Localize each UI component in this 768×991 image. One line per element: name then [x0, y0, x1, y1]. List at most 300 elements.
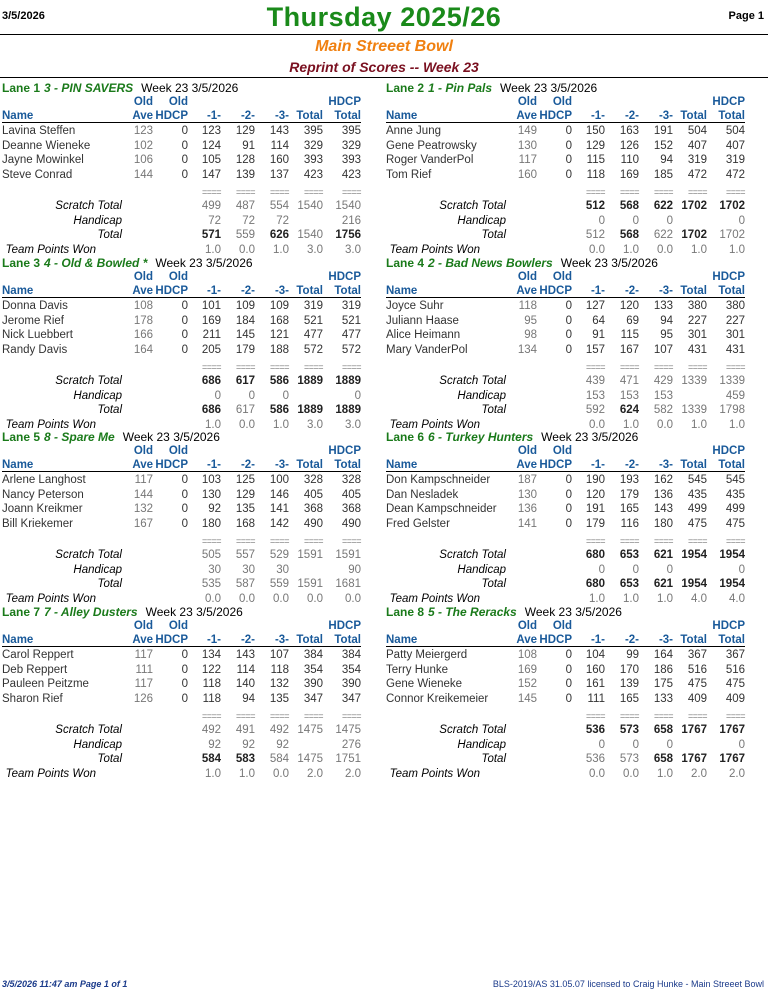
- summary-label: Team Points Won: [5, 767, 96, 780]
- bowler-name: Bill Kriekemer: [2, 517, 73, 530]
- bowler-name: Fred Gelster: [386, 517, 450, 530]
- summary-value: 1702: [719, 229, 745, 241]
- header-underline: [386, 122, 745, 123]
- summary-label: Total: [97, 753, 122, 765]
- handicap-series-total: 504: [725, 125, 745, 137]
- summary-value: 1702: [719, 200, 745, 212]
- team-name: 5 - The Reracks: [428, 605, 517, 619]
- game-3-score: 114: [270, 139, 289, 152]
- summary-value: 4.0: [729, 592, 745, 605]
- bowler-average: 178: [133, 314, 153, 327]
- handicap-series-total: 319: [341, 300, 361, 312]
- summary-value: 0.0: [273, 767, 289, 780]
- header-rule-2: [0, 77, 768, 78]
- ave-header: Ave: [516, 634, 537, 646]
- bowler-average: 102: [133, 139, 153, 152]
- game-2-score: 140: [235, 678, 255, 690]
- game-1-score: 101: [201, 300, 221, 312]
- summary-value: 1889: [297, 375, 323, 387]
- lane-block: [0, 254, 383, 431]
- series-total: 504: [687, 125, 707, 137]
- game-2-score: 179: [619, 488, 639, 501]
- game-2-score: 94: [242, 692, 255, 705]
- game1-header: -1-: [590, 634, 605, 646]
- game3-header: -3-: [658, 285, 673, 297]
- summary-value: 559: [235, 229, 255, 241]
- ave-header: Ave: [516, 110, 537, 122]
- game-2-score: 145: [235, 329, 255, 341]
- game-2-score: 129: [235, 488, 255, 501]
- handicap-series-total: 472: [725, 168, 745, 181]
- summary-value: 153: [585, 389, 605, 402]
- summary-value: 622: [653, 229, 673, 241]
- summary-value: 512: [585, 229, 605, 241]
- lane-title: [386, 81, 597, 95]
- column-header-top: [384, 444, 767, 458]
- game-2-score: 168: [235, 517, 255, 530]
- series-total: 395: [303, 125, 323, 137]
- old-hdcp-label: Old: [552, 96, 572, 108]
- game-2-score: 179: [235, 343, 255, 356]
- summary-value: 0.0: [273, 592, 289, 605]
- summary-value: 0.0: [239, 592, 255, 605]
- summary-label: Scratch Total: [439, 200, 506, 212]
- handicap-series-total: 435: [725, 488, 745, 501]
- lane-number: Lane 7: [2, 605, 41, 619]
- game-1-score: 123: [201, 125, 221, 137]
- bowler-handicap: 0: [565, 663, 572, 676]
- old-ave-label: Old: [517, 620, 537, 632]
- series-total: 572: [303, 343, 323, 356]
- summary-value: 1.0: [623, 243, 639, 256]
- summary-value: 0.0: [589, 767, 605, 780]
- game-1-score: 105: [201, 154, 221, 166]
- summary-value: 0.0: [657, 418, 673, 431]
- summary-value: 0: [666, 563, 673, 576]
- bowler-row: [384, 124, 767, 138]
- bowler-name: Mary VanderPol: [386, 343, 468, 356]
- bowler-average: 117: [134, 678, 153, 690]
- lane-block: [0, 603, 383, 780]
- separator-mark: ====: [619, 362, 639, 372]
- bowler-row: [384, 139, 767, 153]
- old-hdcp-label: Old: [168, 271, 188, 283]
- bowler-name: Steve Conrad: [2, 168, 73, 181]
- game2-header: -2-: [240, 459, 255, 471]
- game2-header: -2-: [240, 285, 255, 297]
- bowler-average: 136: [517, 503, 537, 515]
- column-header: [0, 633, 383, 647]
- summary-value: 0: [632, 738, 639, 751]
- game-3-score: 162: [653, 474, 673, 486]
- bowler-row: [0, 648, 383, 662]
- handicap-series-total: 328: [341, 474, 361, 486]
- series-total: 499: [687, 503, 707, 515]
- bowler-name: Alice Heimann: [386, 329, 461, 341]
- summary-value: 1339: [681, 375, 707, 387]
- summary-label: Total: [481, 404, 506, 416]
- lane-title: [386, 430, 638, 444]
- separator-mark: ====: [303, 362, 323, 372]
- game-3-score: 136: [653, 488, 673, 501]
- summary-value: 1475: [297, 724, 323, 736]
- summary-value: 30: [242, 563, 255, 576]
- name-header: Name: [2, 285, 34, 297]
- separator-mark: ====: [725, 187, 745, 197]
- handicap-series-total: 499: [725, 503, 745, 515]
- separator-mark: ====: [653, 536, 673, 546]
- old-hdcp-label: Old: [168, 620, 188, 632]
- game-1-score: 124: [201, 139, 221, 152]
- summary-value: 492: [201, 724, 221, 736]
- game-3-score: 186: [653, 663, 673, 676]
- handicap-row: [384, 738, 767, 752]
- hdcp-header: HDCP: [155, 459, 188, 471]
- lane-number: Lane 4: [386, 256, 425, 270]
- summary-value: 499: [201, 200, 221, 212]
- hdcp-header: HDCP: [155, 285, 188, 297]
- total-separator: [0, 534, 383, 548]
- old-ave-label: Old: [517, 271, 537, 283]
- summary-value: 587: [235, 578, 255, 590]
- hdcp-total-label: HDCP: [712, 445, 745, 457]
- separator-mark: ====: [235, 711, 255, 721]
- separator-mark: ====: [619, 536, 639, 546]
- scratch-total-row: [0, 723, 383, 737]
- bowler-row: [0, 139, 383, 153]
- summary-value: 0.0: [345, 592, 361, 605]
- handicap-series-total: 380: [725, 300, 745, 312]
- game2-header: -2-: [240, 110, 255, 122]
- series-total: 490: [303, 517, 323, 530]
- summary-label: Handicap: [73, 389, 122, 402]
- summary-label: Handicap: [73, 738, 122, 751]
- team-total-row: [0, 403, 383, 417]
- separator-mark: ====: [201, 536, 221, 546]
- bowler-row: [0, 168, 383, 182]
- ave-header: Ave: [132, 459, 153, 471]
- series-total: 435: [687, 488, 707, 501]
- bowler-name: Deanne Wieneke: [2, 139, 91, 152]
- game-1-score: 211: [202, 329, 221, 341]
- series-total: 472: [687, 168, 707, 181]
- bowler-average: 144: [133, 168, 153, 181]
- lane-number: Lane 1: [2, 81, 41, 95]
- handicap-series-total: 572: [341, 343, 361, 356]
- separator-mark: ====: [653, 711, 673, 721]
- bowler-row: [384, 517, 767, 531]
- game-3-score: 94: [660, 154, 673, 166]
- summary-value: 1.0: [205, 767, 221, 780]
- lane-block: [384, 79, 767, 256]
- bowler-row: [384, 488, 767, 502]
- summary-value: 30: [276, 563, 289, 576]
- bowler-handicap: 0: [565, 139, 572, 152]
- summary-value: 4.0: [691, 592, 707, 605]
- bowler-handicap: 0: [181, 503, 188, 515]
- game-2-score: 128: [235, 154, 255, 166]
- summary-value: 1540: [297, 200, 323, 212]
- separator-mark: ====: [585, 187, 605, 197]
- summary-value: 653: [619, 578, 639, 590]
- old-hdcp-label: Old: [552, 620, 572, 632]
- game-2-score: 169: [619, 168, 639, 181]
- summary-value: 1.0: [657, 767, 673, 780]
- game3-header: -3-: [658, 634, 673, 646]
- game-3-score: 107: [653, 343, 673, 356]
- handicap-series-total: 477: [341, 329, 361, 341]
- summary-value: 0: [666, 214, 673, 227]
- bowler-handicap: 0: [181, 125, 188, 137]
- series-total: 521: [303, 314, 323, 327]
- hdcp-total-header: Total: [334, 110, 361, 122]
- bowler-average: 117: [518, 154, 537, 166]
- series-total: 407: [687, 139, 707, 152]
- summary-value: 0.0: [589, 243, 605, 256]
- summary-value: 622: [653, 200, 673, 212]
- team-name: 7 - Alley Dusters: [44, 605, 138, 619]
- ave-header: Ave: [132, 285, 153, 297]
- name-header: Name: [2, 634, 34, 646]
- summary-value: 1954: [719, 549, 745, 561]
- bowler-row: [384, 648, 767, 662]
- series-total: 319: [303, 300, 323, 312]
- summary-value: 492: [269, 724, 289, 736]
- lane-title: [386, 605, 622, 619]
- game-1-score: 134: [201, 649, 221, 661]
- series-total: 390: [303, 678, 323, 690]
- handicap-series-total: 368: [341, 503, 361, 515]
- total-header: Total: [680, 634, 707, 646]
- summary-value: 0: [598, 214, 605, 227]
- summary-value: 2.0: [729, 767, 745, 780]
- game-2-score: 167: [619, 343, 639, 356]
- hdcp-total-header: Total: [334, 634, 361, 646]
- summary-value: 429: [653, 375, 673, 387]
- series-total: 367: [687, 649, 707, 661]
- hdcp-total-label: HDCP: [328, 96, 361, 108]
- game-3-score: 94: [660, 314, 673, 327]
- separator-mark: ====: [585, 536, 605, 546]
- summary-label: Total: [97, 229, 122, 241]
- lane-number: Lane 6: [386, 430, 425, 444]
- bowler-average: 126: [133, 692, 153, 705]
- scratch-total-row: [0, 548, 383, 562]
- summary-value: 1.0: [623, 592, 639, 605]
- summary-value: 1.0: [239, 767, 255, 780]
- lane-number: Lane 5: [2, 430, 41, 444]
- bowler-average: 144: [133, 488, 153, 501]
- summary-value: 1954: [681, 578, 707, 590]
- page-number: Page 1: [728, 10, 764, 22]
- bowler-average: 108: [517, 649, 537, 661]
- summary-value: 1591: [297, 549, 323, 561]
- bowler-name: Pauleen Peitzme: [2, 678, 89, 690]
- game-2-score: 125: [235, 474, 255, 486]
- game-3-score: 168: [269, 314, 289, 327]
- team-points-row: [0, 767, 383, 781]
- summary-value: 3.0: [307, 418, 323, 431]
- lane-block: [384, 428, 767, 605]
- header-underline: [2, 471, 361, 472]
- summary-value: 153: [653, 389, 673, 402]
- name-header: Name: [2, 459, 34, 471]
- name-header: Name: [2, 110, 34, 122]
- summary-value: 658: [653, 753, 673, 765]
- series-total: 227: [687, 314, 707, 327]
- separator-mark: ====: [201, 362, 221, 372]
- summary-value: 1591: [297, 578, 323, 590]
- team-total-row: [0, 228, 383, 242]
- summary-label: Handicap: [73, 563, 122, 576]
- bowler-handicap: 0: [181, 314, 188, 327]
- bowler-handicap: 0: [565, 168, 572, 181]
- header-underline: [386, 471, 745, 472]
- summary-value: 1540: [335, 200, 361, 212]
- bowler-name: Connor Kreikemeier: [386, 692, 489, 705]
- summary-value: 573: [619, 753, 639, 765]
- lane-title: [2, 605, 243, 619]
- summary-label: Total: [481, 753, 506, 765]
- bowler-row: [0, 502, 383, 516]
- summary-value: 568: [619, 229, 639, 241]
- separator-mark: ====: [653, 187, 673, 197]
- bowler-name: Lavina Steffen: [2, 125, 76, 137]
- series-total: 384: [303, 649, 323, 661]
- lane-number: Lane 8: [386, 605, 425, 619]
- bowler-row: [0, 299, 383, 313]
- summary-label: Team Points Won: [389, 767, 480, 780]
- summary-value: 1339: [681, 404, 707, 416]
- series-total: 329: [303, 139, 323, 152]
- bowler-average: 130: [517, 488, 537, 501]
- summary-value: 72: [242, 214, 255, 227]
- game-2-score: 110: [620, 154, 639, 166]
- summary-value: 0: [738, 563, 745, 576]
- summary-value: 0: [632, 563, 639, 576]
- header-underline: [2, 646, 361, 647]
- game3-header: -3-: [274, 459, 289, 471]
- team-name: 6 - Turkey Hunters: [428, 430, 534, 444]
- game-1-score: 103: [201, 474, 221, 486]
- separator-mark: ====: [303, 536, 323, 546]
- lane-title: [2, 430, 220, 444]
- separator-mark: ====: [585, 711, 605, 721]
- game-2-score: 115: [620, 329, 639, 341]
- summary-value: 0: [738, 738, 745, 751]
- column-header: [384, 458, 767, 472]
- summary-value: 90: [348, 563, 361, 576]
- separator-mark: ====: [725, 536, 745, 546]
- summary-value: 0.0: [239, 243, 255, 256]
- hdcp-header: HDCP: [539, 634, 572, 646]
- bowler-average: 95: [524, 314, 537, 327]
- column-header: [0, 458, 383, 472]
- summary-value: 1475: [297, 753, 323, 765]
- total-separator: [0, 185, 383, 199]
- bowler-handicap: 0: [181, 517, 188, 530]
- summary-value: 1339: [719, 375, 745, 387]
- team-total-row: [384, 403, 767, 417]
- game-2-score: 165: [619, 692, 639, 705]
- handicap-row: [384, 214, 767, 228]
- series-total: 405: [303, 488, 323, 501]
- summary-value: 621: [653, 549, 673, 561]
- separator-mark: ====: [687, 711, 707, 721]
- game-2-score: 135: [235, 503, 255, 515]
- game-3-score: 152: [653, 139, 673, 152]
- summary-value: 686: [201, 375, 221, 387]
- summary-label: Team Points Won: [389, 243, 480, 256]
- summary-value: 153: [619, 389, 639, 402]
- bowler-name: Anne Jung: [386, 125, 441, 137]
- separator-mark: ====: [269, 362, 289, 372]
- total-header: Total: [680, 285, 707, 297]
- summary-value: 2.0: [691, 767, 707, 780]
- summary-label: Team Points Won: [5, 592, 96, 605]
- game2-header: -2-: [624, 459, 639, 471]
- header-underline: [386, 297, 745, 298]
- game1-header: -1-: [206, 285, 221, 297]
- old-hdcp-label: Old: [168, 96, 188, 108]
- bowler-name: Joann Kreikmer: [2, 503, 83, 515]
- bowler-average: 98: [524, 329, 537, 341]
- bowler-name: Nancy Peterson: [2, 488, 84, 501]
- game1-header: -1-: [206, 110, 221, 122]
- game-3-score: 142: [269, 517, 289, 530]
- lane-number: Lane 2: [386, 81, 425, 95]
- bowler-name: Deb Reppert: [2, 663, 68, 676]
- summary-value: 216: [341, 214, 361, 227]
- hdcp-total-header: Total: [718, 110, 745, 122]
- separator-mark: ====: [725, 362, 745, 372]
- bowler-name: Randy Davis: [2, 343, 68, 356]
- handicap-series-total: 545: [725, 474, 745, 486]
- handicap-series-total: 395: [341, 125, 361, 137]
- summary-value: 1681: [335, 578, 361, 590]
- series-total: 423: [303, 168, 323, 181]
- handicap-series-total: 431: [725, 343, 745, 356]
- game-2-score: 109: [235, 300, 255, 312]
- summary-value: 535: [201, 578, 221, 590]
- game-3-score: 109: [269, 300, 289, 312]
- bowler-row: [0, 488, 383, 502]
- summary-value: 0: [666, 738, 673, 751]
- column-header-top: [0, 444, 383, 458]
- bowler-handicap: 0: [565, 649, 572, 661]
- team-name: 2 - Bad News Bowlers: [428, 256, 553, 270]
- bowler-name: Gene Wieneke: [386, 678, 463, 690]
- series-total: 409: [687, 692, 707, 705]
- team-total-row: [384, 577, 767, 591]
- game-1-score: 169: [201, 314, 221, 327]
- bowler-name: Dan Nesladek: [386, 488, 459, 501]
- total-header: Total: [296, 459, 323, 471]
- summary-value: 1.0: [623, 418, 639, 431]
- game-3-score: 141: [269, 503, 289, 515]
- scratch-total-row: [384, 723, 767, 737]
- bowler-handicap: 0: [181, 678, 188, 690]
- summary-label: Total: [97, 578, 122, 590]
- game-3-score: 135: [269, 692, 289, 705]
- bowler-handicap: 0: [565, 678, 572, 690]
- team-points-row: [384, 767, 767, 781]
- summary-label: Scratch Total: [55, 200, 122, 212]
- series-total: 368: [303, 503, 323, 515]
- separator-mark: ====: [269, 536, 289, 546]
- bowler-handicap: 0: [181, 649, 188, 661]
- summary-label: Team Points Won: [389, 418, 480, 431]
